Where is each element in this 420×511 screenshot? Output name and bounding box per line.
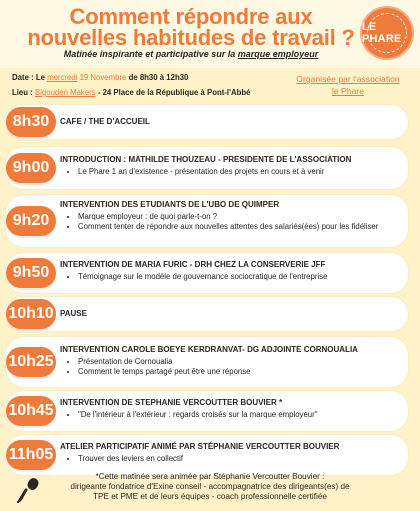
agenda-content xyxy=(60,345,400,377)
organiser-link[interactable] xyxy=(286,73,410,97)
time-badge: 11h05 xyxy=(6,440,56,470)
time-badge: 10h10 xyxy=(6,299,56,329)
agenda-item xyxy=(6,297,408,331)
agenda-bullet: • Témoignage sur le modèle de gouvernance sociocratique de l'entreprise xyxy=(78,272,400,282)
time-badge: 9h00 xyxy=(6,153,56,183)
agenda-content xyxy=(60,117,400,127)
time-badge: 10h45 xyxy=(6,396,56,426)
subtitle-link[interactable]: marque employeur xyxy=(237,49,319,59)
logo-text: LE PHARE xyxy=(362,21,402,45)
subtitle-prefix: Matinée inspirante et participative sur la xyxy=(63,49,238,59)
agenda-bullets xyxy=(60,272,400,282)
agenda-heading: INTERVENTION CAROLE BOEYE KERDRANVAT- DG ADJOINTE CORNOUALIA xyxy=(60,345,358,354)
place-address: - 24 Place de la République à Pont-l'Abbé xyxy=(95,88,251,97)
date-day: mercredi xyxy=(47,73,78,82)
agenda-content xyxy=(60,442,400,464)
agenda-bullet: • Trouver des leviers en collectif xyxy=(78,454,400,464)
agenda-bullet: • "De l'intérieur à l'extérieur : regards croisés sur la marque employeur" xyxy=(78,410,400,420)
place-name: Bigouden Makers xyxy=(34,88,96,97)
agenda-bullets xyxy=(60,167,400,177)
event-info xyxy=(12,70,282,100)
agenda-bullet: • Comment le temps partagé peut être une réponse xyxy=(78,367,400,377)
time-badge: 8h30 xyxy=(6,107,56,137)
agenda-heading: INTRODUCTION : MATHILDE THOUZEAU - PRESIDENTE DE L'ASSOCIATION xyxy=(60,155,352,164)
agenda-heading: ATELIER PARTICIPATIF ANIMÉ PAR STÉPHANIE VERCOUTTER BOUVIER xyxy=(60,442,340,451)
footer-line-3: TPE et PME et de leurs équipes - coach professionnelle certifiée xyxy=(93,492,327,501)
agenda-bullet: • Présentation de Cornoualia xyxy=(78,357,400,367)
title-line-2: nouvelles habitudes de travail ? xyxy=(27,25,355,50)
date-time: de 8h30 à 12h30 xyxy=(126,73,189,82)
subtitle xyxy=(18,49,364,59)
agenda-item xyxy=(6,435,408,475)
place-label: Lieu : xyxy=(12,88,35,97)
footer-line-1: *Cette matinée sera animée par Stéphanie Vercoutter Bouvier : xyxy=(95,472,325,481)
agenda-content xyxy=(60,309,400,319)
microphone-icon xyxy=(16,476,42,504)
page-title xyxy=(18,6,364,48)
agenda-item xyxy=(6,147,408,189)
agenda-item xyxy=(6,195,408,247)
date-label: Date : Le xyxy=(12,73,48,82)
organiser-line-1: Organisée par l'association xyxy=(296,74,400,84)
place-line xyxy=(12,85,282,100)
footer-note xyxy=(14,472,406,510)
time-badge: 9h50 xyxy=(6,258,56,288)
agenda-heading: PAUSE xyxy=(60,309,87,318)
le-phare-logo xyxy=(360,6,414,60)
agenda-heading: INTERVENTION DES ETUDIANTS DE L'UBO DE QUIMPER xyxy=(60,200,280,209)
agenda-bullets xyxy=(60,357,400,377)
footer-line-2: dirigeante fondatrice d'Exine conseil - accompagnatrice des dirigeants(es) de xyxy=(70,482,350,491)
agenda-item xyxy=(6,253,408,293)
organiser-line-2: le Phare xyxy=(331,86,364,96)
agenda-bullet: • Comment tenter de répondre aux nouvelles attentes des salariés(ées) pour les fidéliser xyxy=(78,222,400,232)
title-line-1: Comment répondre aux xyxy=(69,4,313,29)
agenda-item xyxy=(6,337,408,387)
agenda-bullets xyxy=(60,454,400,464)
agenda-item xyxy=(6,391,408,431)
header xyxy=(0,0,420,68)
agenda-heading: CAFE / THE D'ACCUEIL xyxy=(60,117,150,126)
agenda-item xyxy=(6,105,408,139)
agenda-content xyxy=(60,260,400,282)
date-line xyxy=(12,70,282,85)
agenda-bullets xyxy=(60,212,400,232)
agenda-heading: INTERVENTION DE MARIA FURIC - DRH CHEZ LA CONSERVERIE JFF xyxy=(60,260,326,269)
agenda-content xyxy=(60,398,400,420)
logo-ring xyxy=(367,13,407,53)
agenda-bullet: • Le Phare 1 an d'existence - présentation des projets en cours et à venir xyxy=(78,167,400,177)
agenda-content xyxy=(60,200,400,232)
time-badge: 10h25 xyxy=(6,347,56,377)
time-badge: 9h20 xyxy=(6,206,56,236)
agenda-bullet: • Marque employeur : de quoi parle-t-on ? xyxy=(78,212,400,222)
agenda-heading: INTERVENTION DE STEPHANIE VERCOUTTER BOUVIER * xyxy=(60,398,283,407)
date-rest: 19 Novembre xyxy=(77,73,127,82)
agenda-content xyxy=(60,155,400,177)
agenda-bullets xyxy=(60,410,400,420)
